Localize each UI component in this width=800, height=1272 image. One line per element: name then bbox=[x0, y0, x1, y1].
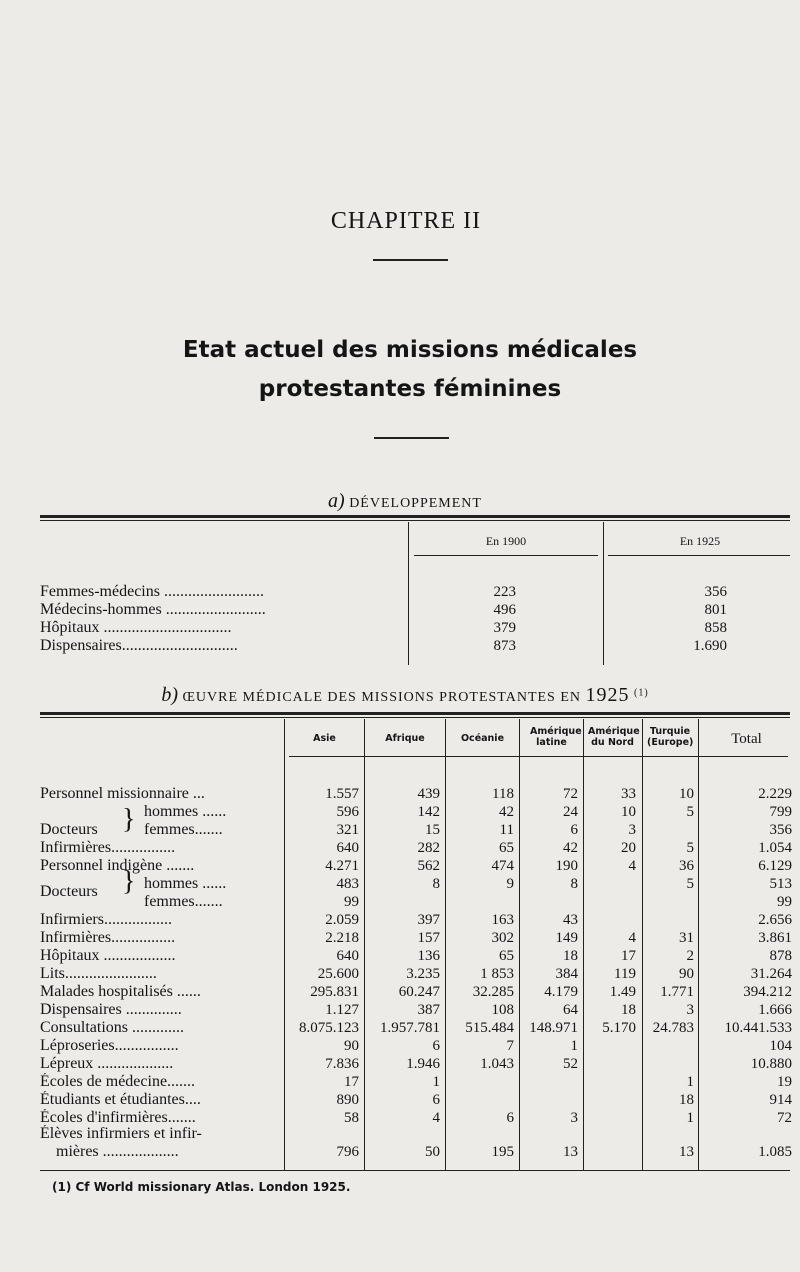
brace: } bbox=[122, 804, 136, 835]
table-a-header-rule bbox=[414, 555, 598, 556]
table-cell: 1 bbox=[686, 1074, 694, 1090]
row-label: Écoles d'infirmières....... bbox=[40, 1109, 196, 1126]
row-label: femmes....... bbox=[144, 821, 223, 838]
header-oceanie: Océanie bbox=[460, 733, 505, 744]
cell-1925: 858 bbox=[704, 620, 727, 636]
section-a-letter: a) bbox=[328, 490, 345, 512]
table-cell: 8.075.123 bbox=[299, 1020, 359, 1036]
table-cell: 18 bbox=[679, 1092, 694, 1108]
table-cell: 90 bbox=[679, 966, 694, 982]
table-cell: 119 bbox=[614, 966, 636, 982]
table-a-header-1900: En 1900 bbox=[485, 534, 527, 548]
table-cell: 8 bbox=[570, 876, 578, 892]
table-cell: 24 bbox=[563, 804, 578, 820]
table-b-col-divider bbox=[642, 719, 643, 1170]
table-cell: 2.218 bbox=[325, 930, 359, 946]
table-cell: 394.212 bbox=[743, 984, 792, 1000]
table-cell: 32.285 bbox=[472, 984, 514, 1000]
table-cell: 4.179 bbox=[544, 984, 578, 1000]
divider bbox=[373, 259, 448, 261]
table-cell: 1.043 bbox=[480, 1056, 514, 1072]
table-cell: 13 bbox=[563, 1144, 578, 1160]
table-cell: 1 bbox=[570, 1038, 578, 1054]
row-label: Malades hospitalisés ...... bbox=[40, 983, 201, 1000]
table-cell: 3 bbox=[686, 1002, 694, 1018]
divider bbox=[374, 437, 449, 439]
header-total: Total bbox=[731, 731, 762, 747]
row-label: Personnel indigène ....... bbox=[40, 857, 195, 874]
row-label: Dispensaires............................. bbox=[40, 637, 238, 654]
section-a-caption bbox=[0, 490, 800, 513]
table-cell: 157 bbox=[417, 930, 440, 946]
table-cell: 10.441.533 bbox=[724, 1020, 792, 1036]
table-cell: 384 bbox=[555, 966, 578, 982]
table-cell: 1.771 bbox=[660, 984, 694, 1000]
cell-1900: 223 bbox=[493, 584, 516, 600]
table-cell: 4 bbox=[432, 1110, 440, 1126]
row-label: Élèves infirmiers et infir- bbox=[40, 1125, 202, 1142]
table-cell: 9 bbox=[506, 876, 514, 892]
table-cell: 52 bbox=[563, 1056, 578, 1072]
table-cell: 99 bbox=[344, 894, 359, 910]
table-cell: 483 bbox=[336, 876, 359, 892]
table-cell: 295.831 bbox=[310, 984, 359, 1000]
table-cell: 5.170 bbox=[602, 1020, 636, 1036]
table-cell: 6 bbox=[570, 822, 578, 838]
table-cell: 5 bbox=[686, 876, 694, 892]
table-cell: 13 bbox=[679, 1144, 694, 1160]
row-label: femmes....... bbox=[144, 893, 223, 910]
table-cell: 356 bbox=[769, 822, 792, 838]
section-a-title: DÉVELOPPEMENT bbox=[349, 496, 482, 511]
table-a-header-rule bbox=[608, 555, 790, 556]
cell-1925: 801 bbox=[704, 602, 727, 618]
table-cell: 640 bbox=[336, 948, 359, 964]
table-cell: 24.783 bbox=[652, 1020, 694, 1036]
table-cell: 1.085 bbox=[758, 1144, 792, 1160]
table-cell: 20 bbox=[621, 840, 636, 856]
title-line-1: Etat actuel des missions médicales bbox=[182, 337, 638, 363]
row-label: Personnel missionnaire ... bbox=[40, 785, 205, 802]
table-cell: 513 bbox=[769, 876, 792, 892]
table-cell: 17 bbox=[344, 1074, 359, 1090]
footnote: (1) Cf World missionary Atlas. London 1925. bbox=[52, 1180, 351, 1194]
header-asie: Asie bbox=[313, 733, 336, 744]
table-cell: 10 bbox=[679, 786, 694, 802]
table-cell: 17 bbox=[621, 948, 636, 964]
table-cell: 4 bbox=[628, 930, 636, 946]
table-cell: 878 bbox=[769, 948, 792, 964]
table-cell: 3.235 bbox=[406, 966, 440, 982]
table-cell: 99 bbox=[777, 894, 792, 910]
table-cell: 1 bbox=[432, 1074, 440, 1090]
table-cell: 1 853 bbox=[480, 966, 514, 982]
table-cell: 60.247 bbox=[398, 984, 440, 1000]
table-cell: 1.666 bbox=[758, 1002, 792, 1018]
table-cell: 18 bbox=[621, 1002, 636, 1018]
docteurs-label: Docteurs bbox=[40, 821, 98, 838]
row-label: Infirmiers................. bbox=[40, 911, 172, 928]
row-label: Étudiants et étudiantes.... bbox=[40, 1091, 201, 1108]
table-cell: 640 bbox=[336, 840, 359, 856]
row-label: Hôpitaux ................................ bbox=[40, 619, 232, 636]
table-b-col-divider bbox=[698, 719, 699, 1170]
table-b-bottom-rule bbox=[40, 1170, 790, 1171]
row-label: mières ................... bbox=[56, 1143, 179, 1160]
table-cell: 19 bbox=[777, 1074, 792, 1090]
table-cell: 163 bbox=[491, 912, 514, 928]
table-cell: 104 bbox=[769, 1038, 792, 1054]
section-b-caption bbox=[0, 684, 800, 707]
table-cell: 195 bbox=[491, 1144, 514, 1160]
cell-1900: 873 bbox=[493, 638, 516, 654]
section-b-letter: b) bbox=[161, 684, 178, 706]
table-a-top-rule bbox=[40, 515, 790, 518]
table-cell: 15 bbox=[425, 822, 440, 838]
table-cell: 1 bbox=[686, 1110, 694, 1126]
table-cell: 148.971 bbox=[529, 1020, 578, 1036]
table-cell: 11 bbox=[499, 822, 514, 838]
table-cell: 6 bbox=[506, 1110, 514, 1126]
section-b-year: 1925 bbox=[585, 684, 630, 706]
brace: } bbox=[122, 866, 136, 897]
header-amerique-latine: Amérique latine bbox=[530, 726, 582, 748]
table-cell: 8 bbox=[432, 876, 440, 892]
table-cell: 387 bbox=[417, 1002, 440, 1018]
table-cell: 64 bbox=[563, 1002, 578, 1018]
table-cell: 4 bbox=[628, 858, 636, 874]
table-cell: 3 bbox=[628, 822, 636, 838]
header-amerique-du-nord: Amérique du Nord bbox=[588, 726, 640, 748]
row-label: Femmes-médecins ......................... bbox=[40, 583, 264, 600]
table-cell: 90 bbox=[344, 1038, 359, 1054]
table-cell: 142 bbox=[417, 804, 440, 820]
table-a-header-1925: En 1925 bbox=[679, 534, 721, 548]
table-cell: 2.059 bbox=[325, 912, 359, 928]
row-label: Infirmières................ bbox=[40, 839, 176, 856]
table-cell: 1.957.781 bbox=[380, 1020, 440, 1036]
table-cell: 42 bbox=[499, 804, 514, 820]
table-cell: 118 bbox=[492, 786, 514, 802]
header-turquie: Turquie (Europe) bbox=[647, 726, 694, 748]
table-cell: 42 bbox=[563, 840, 578, 856]
title-line-2: protestantes féminines bbox=[258, 376, 562, 402]
table-cell: 1.127 bbox=[325, 1002, 359, 1018]
row-label: Consultations ............. bbox=[40, 1019, 185, 1036]
table-cell: 796 bbox=[336, 1144, 359, 1160]
table-cell: 31.264 bbox=[750, 966, 792, 982]
table-cell: 72 bbox=[563, 786, 578, 802]
table-cell: 6 bbox=[432, 1038, 440, 1054]
table-cell: 474 bbox=[491, 858, 514, 874]
cell-1925: 1.690 bbox=[693, 638, 727, 654]
table-cell: 190 bbox=[555, 858, 578, 874]
docteurs-label: Docteurs bbox=[40, 883, 98, 900]
table-cell: 562 bbox=[417, 858, 440, 874]
table-cell: 6 bbox=[432, 1092, 440, 1108]
row-label: Lits....................... bbox=[40, 965, 157, 982]
table-cell: 3 bbox=[570, 1110, 578, 1126]
cell-1925: 356 bbox=[704, 584, 727, 600]
table-cell: 5 bbox=[686, 840, 694, 856]
table-cell: 7.836 bbox=[325, 1056, 359, 1072]
table-b-top-rule bbox=[40, 712, 790, 715]
table-cell: 72 bbox=[777, 1110, 792, 1126]
table-cell: 890 bbox=[336, 1092, 359, 1108]
table-cell: 36 bbox=[679, 858, 694, 874]
table-cell: 1.49 bbox=[609, 984, 636, 1000]
table-cell: 10 bbox=[621, 804, 636, 820]
table-cell: 50 bbox=[425, 1144, 440, 1160]
table-cell: 596 bbox=[336, 804, 359, 820]
table-cell: 397 bbox=[417, 912, 440, 928]
table-cell: 2.229 bbox=[758, 786, 792, 802]
table-cell: 1.557 bbox=[325, 786, 359, 802]
table-cell: 33 bbox=[621, 786, 636, 802]
table-cell: 108 bbox=[491, 1002, 514, 1018]
row-label: hommes ...... bbox=[144, 875, 227, 892]
table-cell: 3.861 bbox=[758, 930, 792, 946]
row-label: Dispensaires .............. bbox=[40, 1001, 182, 1018]
table-cell: 31 bbox=[679, 930, 694, 946]
table-cell: 439 bbox=[417, 786, 440, 802]
table-cell: 136 bbox=[417, 948, 440, 964]
table-cell: 5 bbox=[686, 804, 694, 820]
table-cell: 2 bbox=[686, 948, 694, 964]
section-b-title: ŒUVRE MÉDICALE DES MISSIONS PROTESTANTES EN bbox=[182, 690, 581, 705]
table-cell: 149 bbox=[555, 930, 578, 946]
table-cell: 515.484 bbox=[465, 1020, 514, 1036]
table-cell: 25.600 bbox=[317, 966, 359, 982]
table-cell: 2.656 bbox=[758, 912, 792, 928]
table-cell: 43 bbox=[563, 912, 578, 928]
table-cell: 302 bbox=[491, 930, 514, 946]
header-afrique: Afrique bbox=[385, 733, 425, 744]
table-cell: 1.946 bbox=[406, 1056, 440, 1072]
row-label: Léproseries................ bbox=[40, 1037, 179, 1054]
table-cell: 282 bbox=[417, 840, 440, 856]
row-label: Infirmières................ bbox=[40, 929, 176, 946]
footnote-ref: (1) bbox=[634, 687, 649, 699]
table-a-top-rule-thin bbox=[40, 520, 790, 521]
row-label: Hôpitaux .................. bbox=[40, 947, 176, 964]
table-cell: 799 bbox=[769, 804, 792, 820]
table-cell: 58 bbox=[344, 1110, 359, 1126]
table-cell: 321 bbox=[336, 822, 359, 838]
table-cell: 914 bbox=[769, 1092, 792, 1108]
table-cell: 6.129 bbox=[758, 858, 792, 874]
table-cell: 7 bbox=[506, 1038, 514, 1054]
row-label: Médecins-hommes ......................... bbox=[40, 601, 266, 618]
table-cell: 10.880 bbox=[750, 1056, 792, 1072]
table-a-col-divider bbox=[603, 522, 604, 665]
cell-1900: 496 bbox=[493, 602, 516, 618]
table-b-top-rule-thin bbox=[40, 717, 790, 718]
table-cell: 4.271 bbox=[325, 858, 359, 874]
cell-1900: 379 bbox=[493, 620, 516, 636]
chapter-heading: CHAPITRE II bbox=[330, 208, 482, 234]
table-cell: 65 bbox=[499, 948, 514, 964]
table-cell: 65 bbox=[499, 840, 514, 856]
row-label: Lépreux ................... bbox=[40, 1055, 174, 1072]
row-label: hommes ...... bbox=[144, 803, 227, 820]
table-cell: 1.054 bbox=[758, 840, 792, 856]
table-cell: 18 bbox=[563, 948, 578, 964]
table-a-col-divider bbox=[408, 522, 409, 665]
table-b-header-rule bbox=[289, 756, 788, 757]
row-label: Écoles de médecine....... bbox=[40, 1073, 196, 1090]
